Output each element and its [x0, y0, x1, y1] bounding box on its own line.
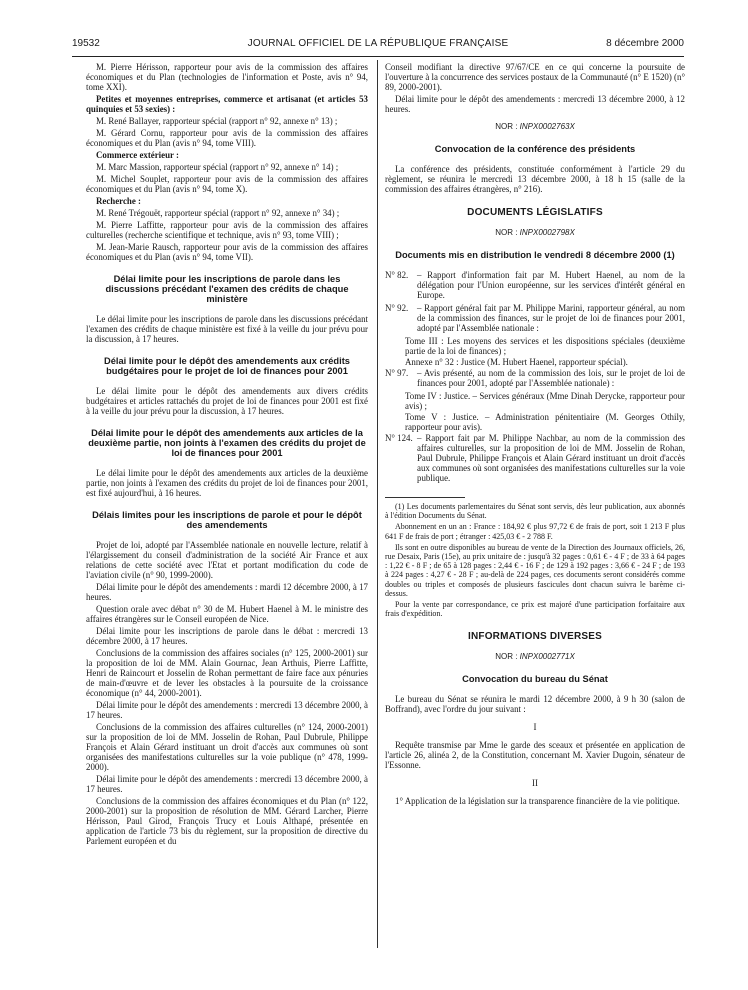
paragraph: Le délai limite pour le dépôt des amendements aux articles de la deuxième partie, non joints à l'examen des crédits du projet de loi de finances pour 2001, est fixé aujourd'hui, à 16 heures. — [86, 468, 368, 498]
paragraph: Requête transmise par Mme le garde des sceaux et présentée en application de l'article 26, alinéa 2, de la Constitution, concernant M. Xavier Dugoin, sénateur de l'Essonne. — [385, 740, 685, 771]
paragraph: Le délai limite pour les inscriptions de parole dans les discussions précédant l'examen des crédits de chaque ministère est fixé à la veille du jour prévu pour la discussion, à 17 heures. — [86, 314, 368, 344]
paragraph: M. Pierre Laffitte, rapporteur pour avis de la commission des affaires culturelles (recherche scientifique et technique, avis n° 93, tome VIII) ; — [86, 220, 368, 240]
journal-title: JOURNAL OFFICIEL DE LA RÉPUBLIQUE FRANÇAISE — [247, 38, 509, 49]
paragraph: Question orale avec débat n° 30 de M. Hubert Haenel à M. le ministre des affaires étrangères sur le Conseil européen de Nice. — [86, 604, 368, 624]
document-sub-entry: Annexe n° 32 : Justice (M. Hubert Haenel, rapporteur spécial). — [405, 357, 628, 367]
footnote: Pour la vente par correspondance, ce prix est majoré d'une participation forfaitaire aux frais d'expédition. — [385, 600, 685, 619]
major-section-title: DOCUMENTS LÉGISLATIFS — [467, 207, 603, 218]
document-number: N° 92. — [385, 303, 409, 313]
right-column — [385, 62, 685, 808]
nor-label: NOR : — [495, 122, 518, 131]
paragraph: M. Marc Massion, rapporteur spécial (rapport n° 92, annexe n° 14) ; — [96, 162, 339, 172]
page-header — [72, 38, 684, 54]
nor-code: INPX0002798X — [519, 228, 575, 237]
section-heading: Documents mis en distribution le vendredi 8 décembre 2000 (1) — [395, 250, 675, 260]
paragraph: Délai limite pour le dépôt des amendements : mardi 12 décembre 2000, à 17 heures. — [86, 582, 368, 602]
paragraph: Conseil modifiant la directive 97/67/CE en ce qui concerne la poursuite de l'ouverture à la concurrence des services postaux de la Communauté (n° E 1520) (n° 89, 2000-2001). — [385, 62, 685, 92]
column-divider — [377, 60, 378, 948]
paragraph: M. Michel Souplet, rapporteur pour avis de la commission des affaires économiques et du Plan (avis n° 94, tome X). — [86, 174, 368, 194]
section-heading: Délai limite pour le dépôt des amendements aux crédits budgétaires pour le projet de loi de finances pour 2001 — [104, 356, 350, 376]
paragraph: Conclusions de la commission des affaires économiques et du Plan (n° 122, 2000-2001) sur la proposition de résolution de MM. Gérard Larcher, Pierre Hérisson, Paul Girod, François Trucy et Louis Althapé, présentée en application de l'article 73 bis du règlement, sur la proposition de directive du Parlement européen et du — [86, 796, 368, 846]
paragraph: M. Pierre Hérisson, rapporteur pour avis de la commission des affaires économiques et du Plan (technologies de l'information et Poste, avis n° 94, tome XXI). — [86, 62, 368, 92]
paragraph: Délai limite pour le dépôt des amendements : mercredi 13 décembre 2000, à 12 heures. — [385, 94, 685, 114]
section-heading: Délai limite pour le dépôt des amendements aux articles de la deuxième partie, non joints à l'examen des crédits du projet de loi de finances pour 2001 — [88, 428, 366, 458]
page-number: 19532 — [72, 38, 100, 49]
nor-label: NOR : — [495, 228, 518, 237]
issue-date: 8 décembre 2000 — [606, 38, 684, 49]
footnote: (1) Les documents parlementaires du Sénat sont servis, dès leur publication, aux abonnés à l'édition Documents du Sénat. — [385, 502, 685, 521]
paragraph: Délai limite pour le dépôt des amendements : mercredi 13 décembre 2000, à 17 heures. — [86, 700, 368, 720]
document-number: N° 124. — [385, 433, 413, 443]
document-entry — [385, 368, 685, 388]
paragraph: M. Jean-Marie Rausch, rapporteur pour avis de la commission des affaires économiques et du Plan (avis n° 94, tome VII). — [86, 242, 368, 262]
paragraph: M. René Trégouët, rapporteur spécial (rapport n° 92, annexe n° 34) ; — [96, 208, 340, 218]
paragraph: Projet de loi, adopté par l'Assemblée nationale en nouvelle lecture, relatif à l'élargissement du conseil d'administration de la société Air France et aux relations de cette société avec l'Etat et portant modification du code de l'aviation civile (n° 90, 1999-2000). — [86, 540, 368, 580]
paragraph: M. Gérard Cornu, rapporteur pour avis de la commission des affaires économiques et du Plan (avis n° 94, tome VIII). — [86, 128, 368, 148]
nor-code: INPX0002763X — [519, 122, 575, 131]
paragraph: Conclusions de la commission des affaires culturelles (n° 124, 2000-2001) sur la proposition de loi de MM. Josselin de Rohan, Paul Dubrule, Philippe François et Alain Gérard instituant un droit d'accès aux communes où sont organisées des manifestations culturelles sur la voie publique (n° 478, 1999-2000). — [86, 722, 368, 772]
left-column — [86, 62, 368, 848]
document-description: – Rapport général fait par M. Philippe Marini, rapporteur général, au nom de la commission des finances, sur le projet de loi de finances pour 2001, adopté par l'Assemblée nationale : — [417, 303, 685, 333]
nor-reference — [385, 228, 685, 238]
section-heading: Délai limite pour les inscriptions de parole dans les discussions précédant l'examen des crédits de chaque ministère — [105, 274, 349, 304]
paragraph: La conférence des présidents, constituée conformément à l'article 29 du règlement, se réunira le mercredi 13 décembre 2000, à 18 h 15 (salle de la commission des affaires étrangères, n° 216). — [385, 164, 685, 194]
roman-numeral: I — [533, 722, 537, 733]
document-sub-entry: Tome V : Justice. – Administration pénitentiaire (M. Georges Othily, rapporteur pour avis). — [405, 412, 685, 432]
nor-reference — [385, 122, 685, 132]
section-heading: Convocation de la conférence des présidents — [434, 144, 636, 154]
footnote: Abonnement en un an : France : 184,92 € plus 97,72 € de frais de port, soit 1 213 F plus 641 F de frais de port ; étranger : 425,03 € - 2 788 F. — [385, 522, 685, 541]
document-description: – Rapport d'information fait par M. Hubert Haenel, au nom de la délégation pour l'Union européenne, sur les services d'intérêt général en Europe. — [417, 270, 685, 300]
document-sub-entry: Tome III : Les moyens des services et les dispositions spéciales (deuxième partie de la loi de finances) ; — [405, 336, 685, 356]
footnotes — [385, 502, 685, 618]
header-rule — [72, 56, 684, 57]
paragraph: Conclusions de la commission des affaires sociales (n° 125, 2000-2001) sur la proposition de loi de MM. Alain Gournac, Jean Arthuis, Pierre Laffitte, Henri de Raincourt et Josselin de Rohan permettant de faire face aux pénuries de main-d'œuvre et de lever les obstacles à la poursuite de la croissance économique (n° 44, 2000-2001). — [86, 648, 368, 698]
footnote-rule — [385, 497, 465, 498]
subsection-heading: Recherche : — [96, 196, 141, 206]
subsection-heading: Petites et moyennes entreprises, commerce et artisanat (et articles 53 quinquies et 53 sexies) : — [86, 94, 368, 114]
major-section-title: INFORMATIONS DIVERSES — [467, 631, 603, 643]
nor-label: NOR : — [495, 652, 518, 662]
section-heading: Convocation du bureau du Sénat — [462, 674, 608, 685]
document-sub-entry: Tome IV : Justice. – Services généraux (Mme Dinah Derycke, rapporteur pour avis) ; — [405, 391, 685, 411]
document-description: – Avis présenté, au nom de la commission des lois, sur le projet de loi de finances pour 2001, adopté par l'Assemblée nationale) : — [417, 368, 685, 388]
paragraph: 1° Application de la législation sur la transparence financière de la vie politique. — [395, 796, 680, 807]
nor-reference — [385, 652, 685, 662]
section-heading: Délais limites pour les inscriptions de parole et pour le dépôt des amendements — [92, 510, 362, 530]
document-number: N° 82. — [385, 270, 409, 280]
subsection-heading: Commerce extérieur : — [96, 150, 179, 160]
footnote: Ils sont en outre disponibles au bureau de vente de la Direction des Journaux officiels, 26, rue Desaix, Paris (15e), au prix unitaire de : jusqu'à 32 pages : 0,61 € - 4 F ; de 33 à 64 pages : 1,22 € - 8 F ; de 65 à 128 pages : 2,44 € - 16 F ; de 129 à 192 pages : 3,66 € - 24 F ; de 193 à 224 pages : 4,27 € - 28 F ; au-delà de 224 pages, ces documents seront considérés comme doubles ou triples et composés de plusieurs fascicules dont chacun suivra le barème ci-dessus. — [385, 542, 685, 598]
document-entry — [385, 433, 685, 483]
paragraph: Le bureau du Sénat se réunira le mardi 12 décembre 2000, à 9 h 30 (salon de Boffrand), avec l'ordre du jour suivant : — [385, 694, 685, 715]
document-number: N° 97. — [385, 368, 409, 378]
paragraph: Délai limite pour le dépôt des amendements : mercredi 13 décembre 2000, à 17 heures. — [86, 774, 368, 794]
paragraph: Délai limite pour les inscriptions de parole dans le débat : mercredi 13 décembre 2000, à 17 heures. — [86, 626, 368, 646]
roman-numeral: II — [532, 778, 538, 789]
document-description: – Rapport fait par M. Philippe Nachbar, au nom de la commission des affaires culturelles, sur la proposition de loi de MM. Josselin de Rohan, Paul Dubrule, Philippe François et Alain Gérard instituant un droit d'accès aux communes où sont organisées des manifestations culturelles sur la voie publique. — [417, 433, 685, 483]
paragraph: Le délai limite pour le dépôt des amendements aux divers crédits budgétaires et articles rattachés du projet de loi de finances pour 2001 est fixé à la veille du jour prévu pour la discussion, à 17 heures. — [86, 386, 368, 416]
nor-code: INPX0002771X — [519, 652, 575, 662]
paragraph: M. René Ballayer, rapporteur spécial (rapport n° 92, annexe n° 13) ; — [96, 116, 338, 126]
document-entry — [385, 270, 685, 300]
document-entry — [385, 303, 685, 333]
